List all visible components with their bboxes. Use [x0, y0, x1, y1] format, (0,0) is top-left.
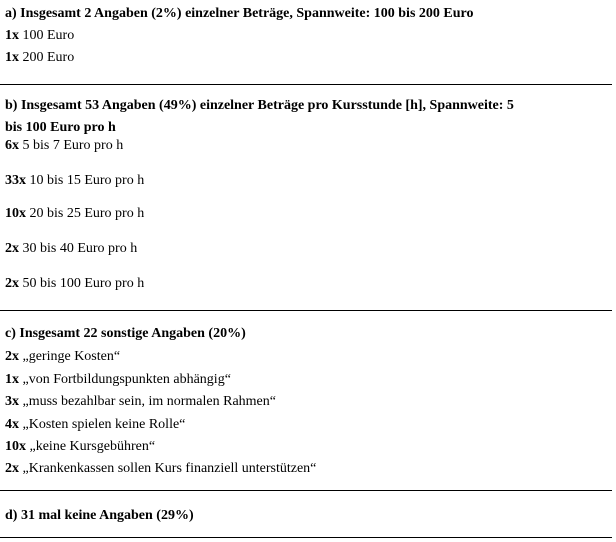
- section-d-heading: d) 31 mal keine Angaben (29%): [5, 508, 194, 523]
- section-c-heading: c) Insgesamt 22 sonstige Angaben (20%): [5, 326, 246, 341]
- list-item: 4x „Kosten spielen keine Rolle“: [5, 417, 186, 432]
- list-item: 10x 20 bis 25 Euro pro h: [5, 206, 145, 221]
- list-item: 1x 200 Euro: [5, 50, 75, 65]
- list-item: 1x 100 Euro: [5, 28, 75, 43]
- list-item: 1x „von Fortbildungspunkten abhängig“: [5, 372, 231, 387]
- divider: [0, 310, 612, 311]
- list-item: 33x 10 bis 15 Euro pro h: [5, 173, 145, 188]
- list-item: 2x „Krankenkassen sollen Kurs finanziell unterstützen“: [5, 461, 317, 476]
- list-item: 2x 50 bis 100 Euro pro h: [5, 276, 145, 291]
- list-item: 2x 30 bis 40 Euro pro h: [5, 241, 138, 256]
- section-a-heading: a) Insgesamt 2 Angaben (2%) einzelner Beträge, Spannweite: 100 bis 200 Euro: [5, 6, 474, 21]
- divider: [0, 537, 612, 538]
- section-b-heading-line2: bis 100 Euro pro h: [5, 120, 116, 135]
- list-item: 6x 5 bis 7 Euro pro h: [5, 138, 124, 153]
- divider: [0, 490, 612, 491]
- divider: [0, 84, 612, 85]
- section-b-heading-line1: b) Insgesamt 53 Angaben (49%) einzelner Beträge pro Kursstunde [h], Spannweite: 5: [5, 98, 514, 113]
- list-item: 3x „muss bezahlbar sein, im normalen Rahmen“: [5, 394, 276, 409]
- list-item: 10x „keine Kursgebühren“: [5, 439, 156, 454]
- list-item: 2x „geringe Kosten“: [5, 349, 121, 364]
